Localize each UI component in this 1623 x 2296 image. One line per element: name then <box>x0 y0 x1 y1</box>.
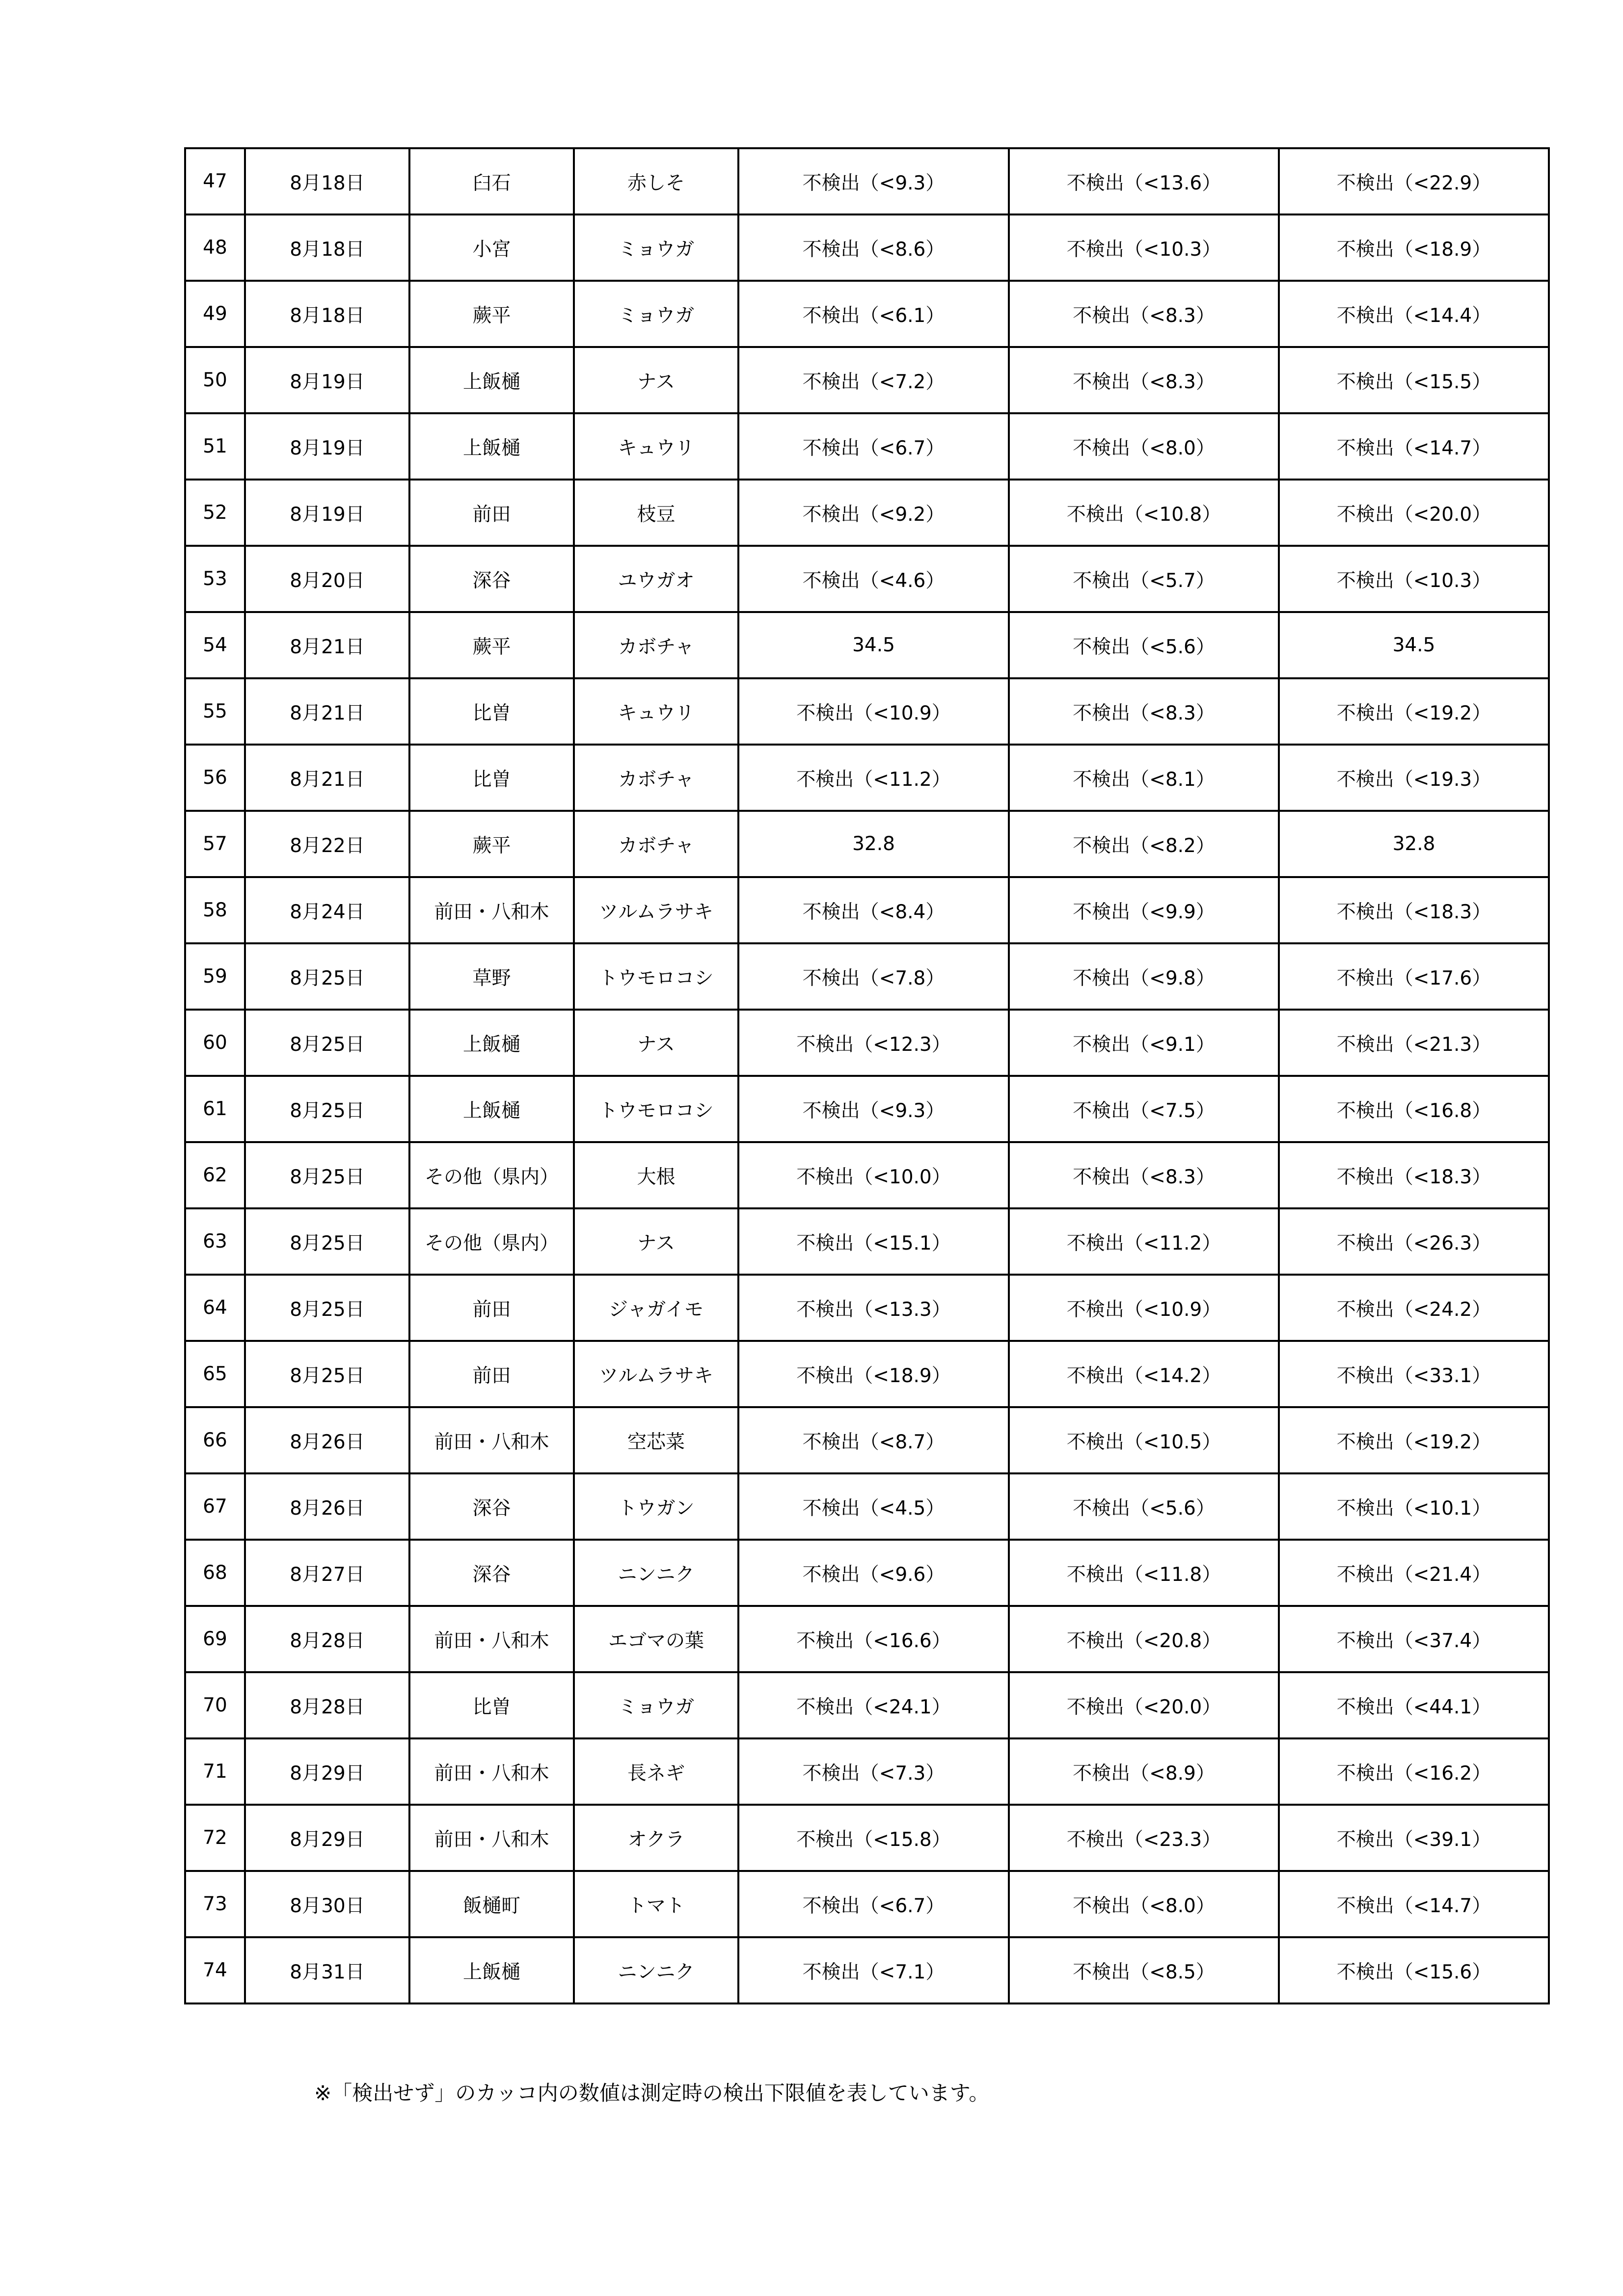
value-cell-2: 不検出（<23.3） <box>1009 1805 1279 1871</box>
row-number: 67 <box>185 1473 245 1540</box>
row-number: 62 <box>185 1142 245 1208</box>
value-cell-2: 不検出（<11.8） <box>1009 1540 1279 1606</box>
value-cell-1: 不検出（<7.8） <box>738 943 1009 1010</box>
value-cell-3: 不検出（<16.2） <box>1279 1738 1549 1805</box>
item-cell: 空芯菜 <box>574 1407 738 1473</box>
table-row <box>185 678 1549 745</box>
area-cell: 上飯樋 <box>409 1937 574 2003</box>
table-row <box>185 1672 1549 1738</box>
item-cell: キュウリ <box>574 413 738 480</box>
value-cell-2: 不検出（<14.2） <box>1009 1341 1279 1407</box>
value-cell-2: 不検出（<8.0） <box>1009 1871 1279 1937</box>
value-cell-1: 不検出（<7.2） <box>738 347 1009 413</box>
area-cell: 上飯樋 <box>409 1076 574 1142</box>
item-cell: カボチャ <box>574 811 738 877</box>
value-cell-2: 不検出（<20.8） <box>1009 1606 1279 1672</box>
value-cell-1: 不検出（<10.0） <box>738 1142 1009 1208</box>
table-row <box>185 1407 1549 1473</box>
date-cell: 8月18日 <box>245 148 409 214</box>
row-number: 57 <box>185 811 245 877</box>
area-cell: 上飯樋 <box>409 413 574 480</box>
row-number: 58 <box>185 877 245 943</box>
value-cell-1: 不検出（<8.4） <box>738 877 1009 943</box>
value-cell-1: 不検出（<6.1） <box>738 281 1009 347</box>
value-cell-3: 不検出（<17.6） <box>1279 943 1549 1010</box>
value-cell-1: 不検出（<8.7） <box>738 1407 1009 1473</box>
date-cell: 8月30日 <box>245 1871 409 1937</box>
value-cell-1: 不検出（<9.6） <box>738 1540 1009 1606</box>
results-table <box>184 147 1550 2004</box>
table-row <box>185 943 1549 1010</box>
table-row <box>185 1805 1549 1871</box>
value-cell-3: 不検出（<24.2） <box>1279 1275 1549 1341</box>
area-cell: 前田・八和木 <box>409 877 574 943</box>
value-cell-1: 不検出（<13.3） <box>738 1275 1009 1341</box>
table-row <box>185 1871 1549 1937</box>
date-cell: 8月27日 <box>245 1540 409 1606</box>
row-number: 74 <box>185 1937 245 2003</box>
area-cell: 前田 <box>409 480 574 546</box>
row-number: 55 <box>185 678 245 745</box>
value-cell-2: 不検出（<5.7） <box>1009 546 1279 612</box>
table-row <box>185 347 1549 413</box>
value-cell-3: 不検出（<33.1） <box>1279 1341 1549 1407</box>
area-cell: 草野 <box>409 943 574 1010</box>
row-number: 69 <box>185 1606 245 1672</box>
area-cell: 前田 <box>409 1275 574 1341</box>
item-cell: ツルムラサキ <box>574 1341 738 1407</box>
table-row <box>185 413 1549 480</box>
value-cell-1: 不検出（<6.7） <box>738 413 1009 480</box>
value-cell-1: 不検出（<6.7） <box>738 1871 1009 1937</box>
value-cell-3: 不検出（<18.3） <box>1279 877 1549 943</box>
item-cell: ニンニク <box>574 1540 738 1606</box>
item-cell: カボチャ <box>574 745 738 811</box>
area-cell: 深谷 <box>409 1540 574 1606</box>
value-cell-2: 不検出（<8.3） <box>1009 281 1279 347</box>
date-cell: 8月25日 <box>245 1341 409 1407</box>
item-cell: トマト <box>574 1871 738 1937</box>
value-cell-2: 不検出（<10.9） <box>1009 1275 1279 1341</box>
item-cell: ジャガイモ <box>574 1275 738 1341</box>
row-number: 50 <box>185 347 245 413</box>
value-cell-3: 不検出（<19.3） <box>1279 745 1549 811</box>
value-cell-2: 不検出（<8.0） <box>1009 413 1279 480</box>
value-cell-3: 不検出（<18.9） <box>1279 214 1549 281</box>
date-cell: 8月26日 <box>245 1473 409 1540</box>
row-number: 59 <box>185 943 245 1010</box>
table-row <box>185 1275 1549 1341</box>
item-cell: ニンニク <box>574 1937 738 2003</box>
value-cell-2: 不検出（<9.9） <box>1009 877 1279 943</box>
date-cell: 8月21日 <box>245 745 409 811</box>
value-cell-2: 不検出（<8.3） <box>1009 1142 1279 1208</box>
item-cell: 長ネギ <box>574 1738 738 1805</box>
value-cell-3: 32.8 <box>1279 811 1549 877</box>
area-cell: 上飯樋 <box>409 1010 574 1076</box>
table-row <box>185 1473 1549 1540</box>
row-number: 73 <box>185 1871 245 1937</box>
date-cell: 8月19日 <box>245 480 409 546</box>
value-cell-3: 不検出（<14.7） <box>1279 413 1549 480</box>
value-cell-1: 不検出（<11.2） <box>738 745 1009 811</box>
value-cell-1: 不検出（<4.5） <box>738 1473 1009 1540</box>
value-cell-2: 不検出（<10.3） <box>1009 214 1279 281</box>
value-cell-3: 不検出（<26.3） <box>1279 1208 1549 1275</box>
area-cell: その他（県内） <box>409 1208 574 1275</box>
date-cell: 8月25日 <box>245 1010 409 1076</box>
value-cell-3: 不検出（<19.2） <box>1279 678 1549 745</box>
row-number: 56 <box>185 745 245 811</box>
table-body <box>185 148 1549 2003</box>
value-cell-2: 不検出（<8.9） <box>1009 1738 1279 1805</box>
item-cell: ミョウガ <box>574 1672 738 1738</box>
table-row <box>185 612 1549 678</box>
row-number: 65 <box>185 1341 245 1407</box>
area-cell: 前田・八和木 <box>409 1407 574 1473</box>
area-cell: 比曽 <box>409 678 574 745</box>
item-cell: ツルムラサキ <box>574 877 738 943</box>
value-cell-1: 不検出（<15.1） <box>738 1208 1009 1275</box>
value-cell-2: 不検出（<5.6） <box>1009 612 1279 678</box>
item-cell: ミョウガ <box>574 281 738 347</box>
item-cell: 枝豆 <box>574 480 738 546</box>
value-cell-1: 34.5 <box>738 612 1009 678</box>
date-cell: 8月21日 <box>245 678 409 745</box>
value-cell-3: 不検出（<14.4） <box>1279 281 1549 347</box>
value-cell-2: 不検出（<8.2） <box>1009 811 1279 877</box>
value-cell-2: 不検出（<9.8） <box>1009 943 1279 1010</box>
date-cell: 8月29日 <box>245 1738 409 1805</box>
row-number: 61 <box>185 1076 245 1142</box>
item-cell: 大根 <box>574 1142 738 1208</box>
table-row <box>185 1738 1549 1805</box>
area-cell: 蕨平 <box>409 811 574 877</box>
row-number: 72 <box>185 1805 245 1871</box>
value-cell-2: 不検出（<8.5） <box>1009 1937 1279 2003</box>
row-number: 71 <box>185 1738 245 1805</box>
value-cell-1: 不検出（<18.9） <box>738 1341 1009 1407</box>
table-row <box>185 1142 1549 1208</box>
date-cell: 8月28日 <box>245 1672 409 1738</box>
area-cell: 小宮 <box>409 214 574 281</box>
area-cell: 前田・八和木 <box>409 1805 574 1871</box>
date-cell: 8月18日 <box>245 281 409 347</box>
area-cell: 上飯樋 <box>409 347 574 413</box>
value-cell-1: 不検出（<16.6） <box>738 1606 1009 1672</box>
value-cell-2: 不検出（<5.6） <box>1009 1473 1279 1540</box>
value-cell-2: 不検出（<8.3） <box>1009 678 1279 745</box>
item-cell: ユウガオ <box>574 546 738 612</box>
table-row <box>185 281 1549 347</box>
value-cell-3: 不検出（<14.7） <box>1279 1871 1549 1937</box>
table-row <box>185 1937 1549 2003</box>
date-cell: 8月24日 <box>245 877 409 943</box>
value-cell-1: 不検出（<9.2） <box>738 480 1009 546</box>
table-row <box>185 877 1549 943</box>
value-cell-2: 不検出（<13.6） <box>1009 148 1279 214</box>
row-number: 48 <box>185 214 245 281</box>
value-cell-3: 不検出（<10.1） <box>1279 1473 1549 1540</box>
item-cell: ミョウガ <box>574 214 738 281</box>
value-cell-1: 不検出（<4.6） <box>738 546 1009 612</box>
value-cell-3: 不検出（<22.9） <box>1279 148 1549 214</box>
item-cell: ナス <box>574 1010 738 1076</box>
area-cell: 飯樋町 <box>409 1871 574 1937</box>
value-cell-1: 不検出（<7.1） <box>738 1937 1009 2003</box>
row-number: 51 <box>185 413 245 480</box>
date-cell: 8月25日 <box>245 1208 409 1275</box>
area-cell: 前田・八和木 <box>409 1606 574 1672</box>
row-number: 63 <box>185 1208 245 1275</box>
item-cell: ナス <box>574 347 738 413</box>
value-cell-2: 不検出（<20.0） <box>1009 1672 1279 1738</box>
table-row <box>185 546 1549 612</box>
date-cell: 8月19日 <box>245 413 409 480</box>
row-number: 53 <box>185 546 245 612</box>
table-row <box>185 1208 1549 1275</box>
date-cell: 8月25日 <box>245 1142 409 1208</box>
area-cell: 蕨平 <box>409 612 574 678</box>
date-cell: 8月26日 <box>245 1407 409 1473</box>
value-cell-1: 不検出（<12.3） <box>738 1010 1009 1076</box>
item-cell: 赤しそ <box>574 148 738 214</box>
item-cell: トウガン <box>574 1473 738 1540</box>
date-cell: 8月31日 <box>245 1937 409 2003</box>
table-row <box>185 811 1549 877</box>
table-row <box>185 214 1549 281</box>
item-cell: キュウリ <box>574 678 738 745</box>
value-cell-3: 不検出（<16.8） <box>1279 1076 1549 1142</box>
date-cell: 8月28日 <box>245 1606 409 1672</box>
area-cell: 深谷 <box>409 546 574 612</box>
table-row <box>185 1076 1549 1142</box>
value-cell-2: 不検出（<7.5） <box>1009 1076 1279 1142</box>
table-row <box>185 1341 1549 1407</box>
value-cell-2: 不検出（<10.5） <box>1009 1407 1279 1473</box>
value-cell-1: 不検出（<7.3） <box>738 1738 1009 1805</box>
value-cell-1: 不検出（<10.9） <box>738 678 1009 745</box>
value-cell-2: 不検出（<8.1） <box>1009 745 1279 811</box>
value-cell-2: 不検出（<10.8） <box>1009 480 1279 546</box>
table-row <box>185 745 1549 811</box>
value-cell-3: 34.5 <box>1279 612 1549 678</box>
area-cell: 前田・八和木 <box>409 1738 574 1805</box>
item-cell: トウモロコシ <box>574 943 738 1010</box>
value-cell-2: 不検出（<8.3） <box>1009 347 1279 413</box>
row-number: 66 <box>185 1407 245 1473</box>
row-number: 52 <box>185 480 245 546</box>
value-cell-2: 不検出（<11.2） <box>1009 1208 1279 1275</box>
area-cell: その他（県内） <box>409 1142 574 1208</box>
value-cell-3: 不検出（<15.5） <box>1279 347 1549 413</box>
area-cell: 前田 <box>409 1341 574 1407</box>
row-number: 70 <box>185 1672 245 1738</box>
item-cell: ナス <box>574 1208 738 1275</box>
value-cell-3: 不検出（<21.3） <box>1279 1010 1549 1076</box>
value-cell-3: 不検出（<21.4） <box>1279 1540 1549 1606</box>
date-cell: 8月25日 <box>245 1076 409 1142</box>
value-cell-3: 不検出（<15.6） <box>1279 1937 1549 2003</box>
value-cell-1: 不検出（<9.3） <box>738 1076 1009 1142</box>
value-cell-3: 不検出（<20.0） <box>1279 480 1549 546</box>
value-cell-3: 不検出（<44.1） <box>1279 1672 1549 1738</box>
row-number: 64 <box>185 1275 245 1341</box>
date-cell: 8月22日 <box>245 811 409 877</box>
value-cell-1: 32.8 <box>738 811 1009 877</box>
row-number: 54 <box>185 612 245 678</box>
date-cell: 8月18日 <box>245 214 409 281</box>
value-cell-1: 不検出（<24.1） <box>738 1672 1009 1738</box>
area-cell: 比曽 <box>409 1672 574 1738</box>
value-cell-2: 不検出（<9.1） <box>1009 1010 1279 1076</box>
table-row <box>185 1606 1549 1672</box>
value-cell-3: 不検出（<10.3） <box>1279 546 1549 612</box>
table-row <box>185 1540 1549 1606</box>
value-cell-3: 不検出（<39.1） <box>1279 1805 1549 1871</box>
value-cell-1: 不検出（<15.8） <box>738 1805 1009 1871</box>
value-cell-3: 不検出（<19.2） <box>1279 1407 1549 1473</box>
row-number: 68 <box>185 1540 245 1606</box>
date-cell: 8月25日 <box>245 943 409 1010</box>
item-cell: オクラ <box>574 1805 738 1871</box>
date-cell: 8月29日 <box>245 1805 409 1871</box>
item-cell: トウモロコシ <box>574 1076 738 1142</box>
value-cell-1: 不検出（<8.6） <box>738 214 1009 281</box>
row-number: 47 <box>185 148 245 214</box>
area-cell: 臼石 <box>409 148 574 214</box>
date-cell: 8月20日 <box>245 546 409 612</box>
area-cell: 深谷 <box>409 1473 574 1540</box>
date-cell: 8月21日 <box>245 612 409 678</box>
date-cell: 8月19日 <box>245 347 409 413</box>
value-cell-3: 不検出（<18.3） <box>1279 1142 1549 1208</box>
table-row <box>185 1010 1549 1076</box>
value-cell-1: 不検出（<9.3） <box>738 148 1009 214</box>
table-row <box>185 148 1549 214</box>
area-cell: 蕨平 <box>409 281 574 347</box>
item-cell: エゴマの葉 <box>574 1606 738 1672</box>
area-cell: 比曽 <box>409 745 574 811</box>
table-row <box>185 480 1549 546</box>
row-number: 49 <box>185 281 245 347</box>
footnote: ※「検出せず」のカッコ内の数値は測定時の検出下限値を表しています。 <box>314 2081 990 2105</box>
date-cell: 8月25日 <box>245 1275 409 1341</box>
row-number: 60 <box>185 1010 245 1076</box>
value-cell-3: 不検出（<37.4） <box>1279 1606 1549 1672</box>
item-cell: カボチャ <box>574 612 738 678</box>
